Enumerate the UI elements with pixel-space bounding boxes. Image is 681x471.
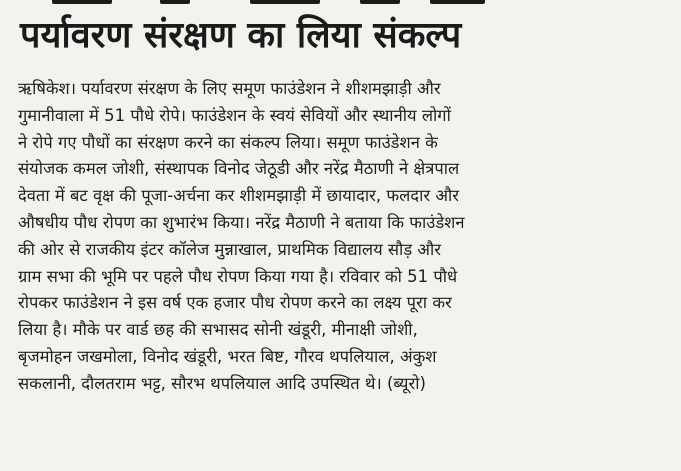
article-line: रोपकर फाउंडेशन ने इस वर्ष एक हजार पौध रोपण करने का लक्ष्य पूरा कर — [18, 293, 452, 313]
article-line: औषधीय पौध रोपण का शुभारंभ किया। नरेंद्र मैठाणी ने बताया कि फाउंडेशन — [18, 212, 465, 232]
article-body — [18, 76, 681, 398]
article-line: की ओर से राजकीय इंटर कॉलेज मुन्नाखाल, प्राथमिक विद्यालय सौड़ और — [18, 239, 442, 259]
article-line: ग्राम सभा की भूमि पर पहले पौध रोपण किया गया है। रविवार को 51 पौधे — [18, 266, 458, 286]
article-line: सकलानी, दौलतराम भट्ट, सौरभ थपलियाल आदि उपस्थित थे। (ब्यूरो) — [18, 373, 426, 393]
article-line: ने रोपे गए पौधों का संरक्षण करने का संकल्प लिया। समूण फाउंडेशन के — [18, 132, 438, 152]
article-line: ऋषिकेश। पर्यावरण संरक्षण के लिए समूण फाउंडेशन ने शीशमझाड़ी और — [18, 79, 441, 98]
article-line: संयोजक कमल जोशी, संस्थापक विनोद जेठूडी और नरेंद्र मैठाणी ने क्षेत्रपाल — [18, 159, 460, 179]
article-line: लिया है। मौके पर वार्ड छह की सभासद सोनी खंडूरी, मीनाक्षी जोशी, — [18, 320, 418, 340]
article-line: गुमानीवाला में 51 पौधे रोपे। फाउंडेशन के स्वयं सेवियों और स्थानीय लोगों — [18, 105, 451, 125]
article-headline: पर्यावरण संरक्षण का लिया संकल्प — [20, 15, 462, 56]
article-line: बृजमोहन जखमोला, विनोद खंडूरी, भरत बिष्ट, गौरव थपलियाल, अंकुश — [18, 346, 437, 366]
cropped-previous-text — [0, 0, 681, 8]
article-line: देवता में बट वृक्ष की पूजा-अर्चना कर शीशमझाड़ी में छायादार, फलदार और — [18, 186, 459, 206]
